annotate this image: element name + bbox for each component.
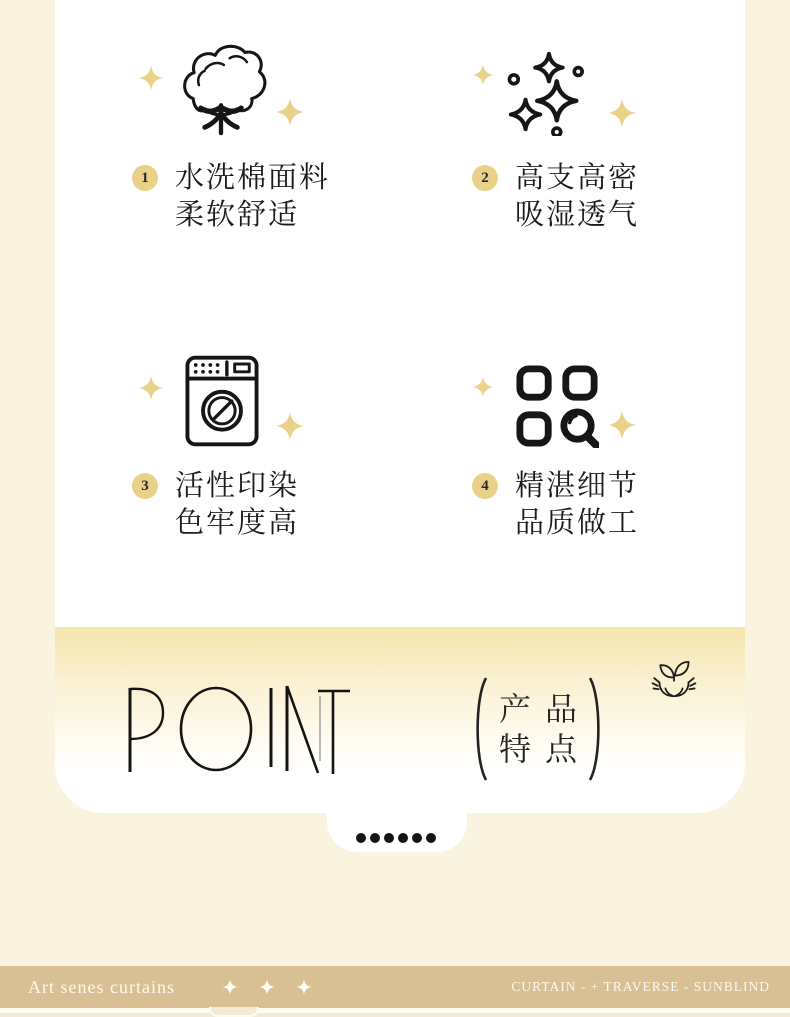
- washing-machine-icon: [185, 355, 259, 447]
- dots: [356, 833, 436, 843]
- dot: [384, 833, 394, 843]
- open-paren: [471, 677, 489, 781]
- feature-caption: [132, 468, 299, 542]
- char: 产: [499, 691, 532, 727]
- feature-caption: [472, 160, 639, 234]
- char: 点: [545, 731, 578, 767]
- feature-text: [175, 160, 330, 234]
- feature-text: [175, 468, 299, 542]
- feature-caption: [132, 160, 330, 234]
- next-section-tab: [209, 1007, 259, 1017]
- feature-line: 柔软舒适: [175, 199, 300, 231]
- cotton-flower-icon: [173, 38, 269, 138]
- char: 特: [499, 731, 532, 767]
- feature-number-badge: 2: [472, 165, 498, 191]
- feature-number-badge: 4: [472, 473, 498, 499]
- gold-sparkle-icon: [275, 411, 305, 441]
- footer-brand-text: Art senes curtains: [28, 976, 175, 997]
- sparkles-icon: [506, 50, 588, 136]
- feature-text: [515, 160, 639, 234]
- feature-text: [515, 468, 639, 542]
- magnifier-grid-icon: [515, 364, 599, 448]
- feature-number-badge: 1: [132, 165, 158, 191]
- banner-bottom-tab: [327, 806, 467, 852]
- gold-sparkle-icon: [472, 376, 494, 398]
- char: 品: [545, 691, 578, 727]
- hands-holding-leaves-icon: [650, 656, 698, 702]
- feature-line: 高支高密: [515, 162, 640, 194]
- feature-line: 精湛细节: [515, 470, 640, 502]
- feature-number-badge: 3: [132, 473, 158, 499]
- bottom-edge-strip: [0, 1013, 790, 1017]
- footer-category-text: CURTAIN - + TRAVERSE - SUNBLIND: [511, 979, 770, 994]
- dot: [426, 833, 436, 843]
- footer-sparkles: [222, 966, 312, 1008]
- gold-sparkle-icon: [275, 97, 305, 127]
- dot: [412, 833, 422, 843]
- white-sparkle-icon: [296, 979, 312, 995]
- white-sparkle-icon: [259, 979, 275, 995]
- feature-line: 水洗棉面料: [175, 162, 331, 194]
- point-title-lettering: [124, 684, 356, 776]
- gold-sparkle-icon: [138, 375, 164, 401]
- gold-sparkle-icon: [607, 98, 637, 128]
- dot: [398, 833, 408, 843]
- feature-line: 吸湿透气: [515, 199, 640, 231]
- close-paren: [587, 677, 605, 781]
- dot: [370, 833, 380, 843]
- feature-caption: [472, 468, 639, 542]
- feature-line: 色牢度高: [175, 507, 300, 539]
- feature-line: 活性印染: [175, 470, 300, 502]
- gold-sparkle-icon: [472, 64, 494, 86]
- product-point-chars: [499, 690, 577, 768]
- product-point-label: [471, 677, 605, 781]
- white-sparkle-icon: [222, 979, 238, 995]
- dot: [356, 833, 366, 843]
- gold-sparkle-icon: [607, 410, 637, 440]
- feature-line: 品质做工: [515, 507, 640, 539]
- gold-sparkle-icon: [138, 65, 164, 91]
